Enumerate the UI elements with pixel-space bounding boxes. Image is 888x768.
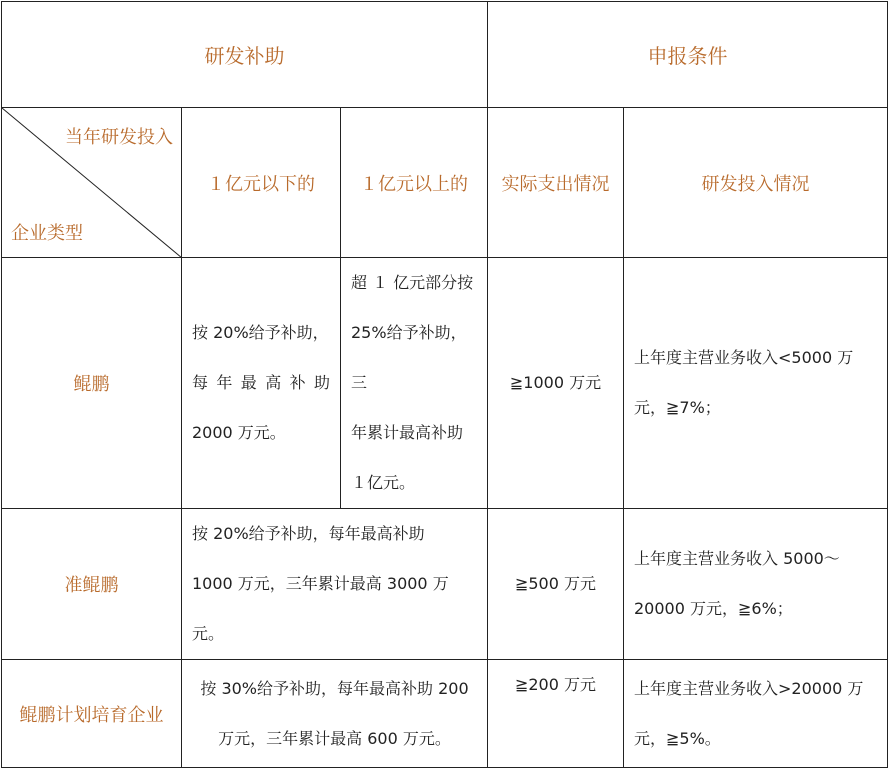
rd-input-cell <box>624 258 888 509</box>
actual-spend-cell: ≧1000 万元 <box>488 258 624 509</box>
subsidy-merged-cell <box>182 509 488 660</box>
col-rd-input: 研发投入情况 <box>624 108 888 258</box>
text-line: １亿元。 <box>351 473 416 492</box>
rd-input-cell <box>624 509 888 660</box>
text-line: 按 30%给予补助，每年最高补助 200 <box>200 678 469 698</box>
text-line: 25%给予补助，三 <box>351 323 467 392</box>
header-subsidy: 研发补助 <box>2 2 488 108</box>
col-actual-spend: 实际支出情况 <box>488 108 624 258</box>
subsidy-merged-cell <box>182 660 488 768</box>
text-line: 元。 <box>192 624 225 643</box>
subsidy-above-cell <box>341 258 488 509</box>
text-line: 元，≧7%； <box>634 398 721 417</box>
diag-bottom-label: 企业类型 <box>11 223 83 244</box>
text-line: 年累计最高补助 <box>351 423 464 442</box>
diagonal-header-cell <box>2 108 182 258</box>
text-line: 超 １ 亿元部分按 <box>351 273 474 292</box>
text-line: 万元，三年累计最高 600 万元。 <box>218 728 451 748</box>
subheader-row <box>2 108 888 258</box>
subsidy-below-cell <box>182 258 341 509</box>
subsidy-table <box>1 1 888 768</box>
actual-spend-cell <box>488 660 624 768</box>
table-row <box>2 258 888 509</box>
col-above-100m: １亿元以上的 <box>341 108 488 258</box>
text-line: ≧200 万元 <box>514 675 597 694</box>
subsidy-table-container <box>0 1 888 748</box>
row-type: 准鲲鹏 <box>2 509 182 660</box>
rd-input-cell <box>624 660 888 768</box>
actual-spend-cell: ≧500 万元 <box>488 509 624 660</box>
text-line: 上年度主营业务收入 5000～ <box>634 549 840 568</box>
text-line: 20000 万元，≧6%； <box>634 599 793 618</box>
row-type: 鲲鹏 <box>2 258 182 509</box>
text-line: 按 20%给予补助，每年最高补助 <box>192 524 425 543</box>
table-row <box>2 509 888 660</box>
text-line: 2000 万元。 <box>192 423 286 442</box>
row-type: 鲲鹏计划培育企业 <box>2 660 182 768</box>
text-line: 上年度主营业务收入<5000 万 <box>634 348 854 367</box>
header-row <box>2 2 888 108</box>
header-conditions: 申报条件 <box>488 2 888 108</box>
table-row <box>2 660 888 768</box>
diag-top-label: 当年研发投入 <box>65 127 173 148</box>
text-line: 上年度主营业务收入>20000 万 <box>634 678 864 698</box>
text-line: 每 年 最 高 补 助 <box>192 373 330 392</box>
text-line: 1000 万元，三年累计最高 3000 万 <box>192 574 449 593</box>
text-line: 元，≧5%。 <box>634 728 721 748</box>
col-below-100m: １亿元以下的 <box>182 108 341 258</box>
text-line: 按 20%给予补助， <box>192 323 329 342</box>
